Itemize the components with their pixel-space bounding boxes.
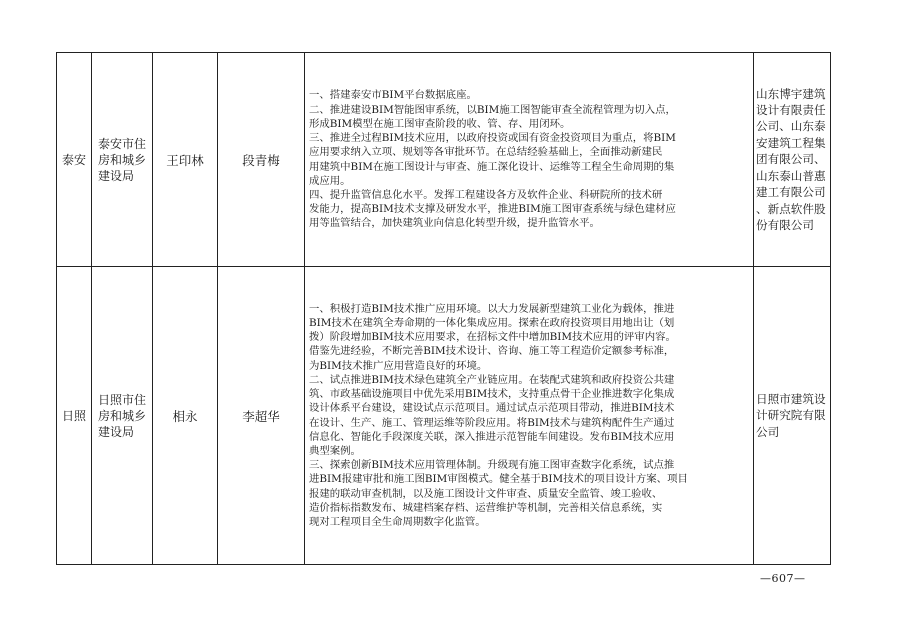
unit-line: 建工有限公司 [756,185,826,200]
task-line: 一、积极打造BIM技术推广应用环境。以大力发展新型建筑工业化为载体，推进 [309,302,675,315]
leader-name: 王印林 [166,152,204,168]
unit-line: 、新点软件股 [756,201,826,216]
table-row [57,53,831,267]
task-line: 为BIM技术推广应用营造良好的环境。 [309,359,488,372]
tasks-cell [305,53,754,267]
task-line: 报建的联动审查机制，以及施工图设计文件审查、质量安全监管、竣工验收、 [309,487,663,500]
department-line: 泰安市住 [98,136,147,151]
city-cell [57,267,92,565]
contact-cell [218,53,305,267]
task-line: 四、提升监管信息化水平。发挥工程建设各方及软件企业、科研院所的技术研 [309,188,663,201]
task-line: 发能力，提高BIM技术支撑及研发水平，推进BIM施工图审查系统与绿色建材应 [309,203,676,216]
department-cell [92,53,153,267]
table-row [57,267,831,565]
tasks-cell [305,267,754,565]
city-name: 日照 [61,409,86,423]
task-line: 一、搭建泰安市BIM平台数据底座。 [309,89,477,102]
unit-line: 份有限公司 [756,217,814,232]
task-line: 筑、市政基础设施项目中优先采用BIM技术，支持重点骨干企业推进数字化集成 [309,388,675,401]
contact-cell [218,267,305,565]
unit-line: 安建筑工程集 [756,135,826,150]
department-line: 建设局 [98,168,135,183]
task-line: 典型案例。 [309,444,361,457]
city-name: 泰安 [61,153,86,167]
units-cell [754,267,831,565]
task-line: 应用要求纳入立项、规划等各审批环节。在总结经验基础上，全面推动新建民 [309,146,663,159]
task-line: 借鉴先进经验，不断完善BIM技术设计、咨询、施工等工程造价定额参考标准， [309,345,675,358]
task-line: 成应用。 [309,174,351,187]
department-line: 日照市住 [98,392,147,407]
policy-table [56,52,831,565]
task-line: 拨）阶段增加BIM技术应用要求，在招标文件中增加BIM技术应用的评审内容。 [309,331,676,344]
task-line: 信息化、智能化手段深度关联，深入推进示范智能车间建设。发布BIM技术应用 [309,430,675,443]
leader-cell [153,53,218,267]
leader-name: 相永 [172,408,198,424]
leader-cell [153,267,218,565]
task-line: 三、推进全过程BIM技术应用，以政府投资或国有资金投资项目为重点，将BIM [309,132,676,145]
task-line: 形成BIM模型在施工图审查阶段的收、管、存、用闭环。 [309,117,571,130]
task-line: 二、推进建设BIM智能图审系统，以BIM施工图智能审查全流程管理为切入点， [309,103,676,116]
page-number: —607— [760,572,806,585]
unit-line: 计研究院有限 [756,408,826,423]
task-line: BIM技术在建筑全寿命期的一体化集成应用。探索在政府投资项目用地出让（划 [309,317,675,330]
unit-line: 山东博宇建筑 [756,86,826,101]
department-cell [92,267,153,565]
task-line: 用等监管结合，加快建筑业向信息化转型升级，提升监管水平。 [309,217,600,230]
unit-line: 日照市建筑设 [756,391,826,406]
task-line: 在设计、生产、施工、管理运维等阶段应用。将BIM技术与建筑构配件生产通过 [309,416,675,429]
unit-line: 设计有限责任 [756,103,826,118]
units-cell [754,53,831,267]
table-body [57,53,831,565]
department-line: 房和城乡 [98,408,147,423]
unit-line: 公司、山东泰 [756,119,826,134]
task-line: 现对工程项目全生命周期数字化监管。 [309,515,486,528]
unit-line: 团有限公司、 [756,152,826,167]
task-line: 三、探索创新BIM技术应用管理体制。升级现有施工图审查数字化系统，试点推 [309,459,675,472]
task-line: 设计体系平台建设，建设试点示范项目。通过试点示范项目带动，推进BIM技术 [309,402,675,415]
unit-line: 山东泰山普惠 [756,168,826,183]
task-line: 进BIM报建审批和施工图BIM审图模式。健全基于BIM技术的项目设计方案、项目 [309,473,688,486]
city-cell [57,53,92,267]
task-line: 造价指标指数发布、城建档案存档、运营维护等机制，完善相关信息系统，实 [309,501,663,514]
unit-line: 公司 [756,424,780,439]
task-line: 用建筑中BIM在施工图设计与审查、施工深化设计、运维等工程全生命周期的集 [309,160,675,173]
department-line: 房和城乡 [98,152,147,167]
task-line: 二、试点推进BIM技术绿色建筑全产业链应用。在装配式建筑和政府投资公共建 [309,373,675,386]
contact-name: 段青梅 [242,152,280,168]
department-line: 建设局 [98,424,135,439]
contact-name: 李超华 [242,408,280,424]
